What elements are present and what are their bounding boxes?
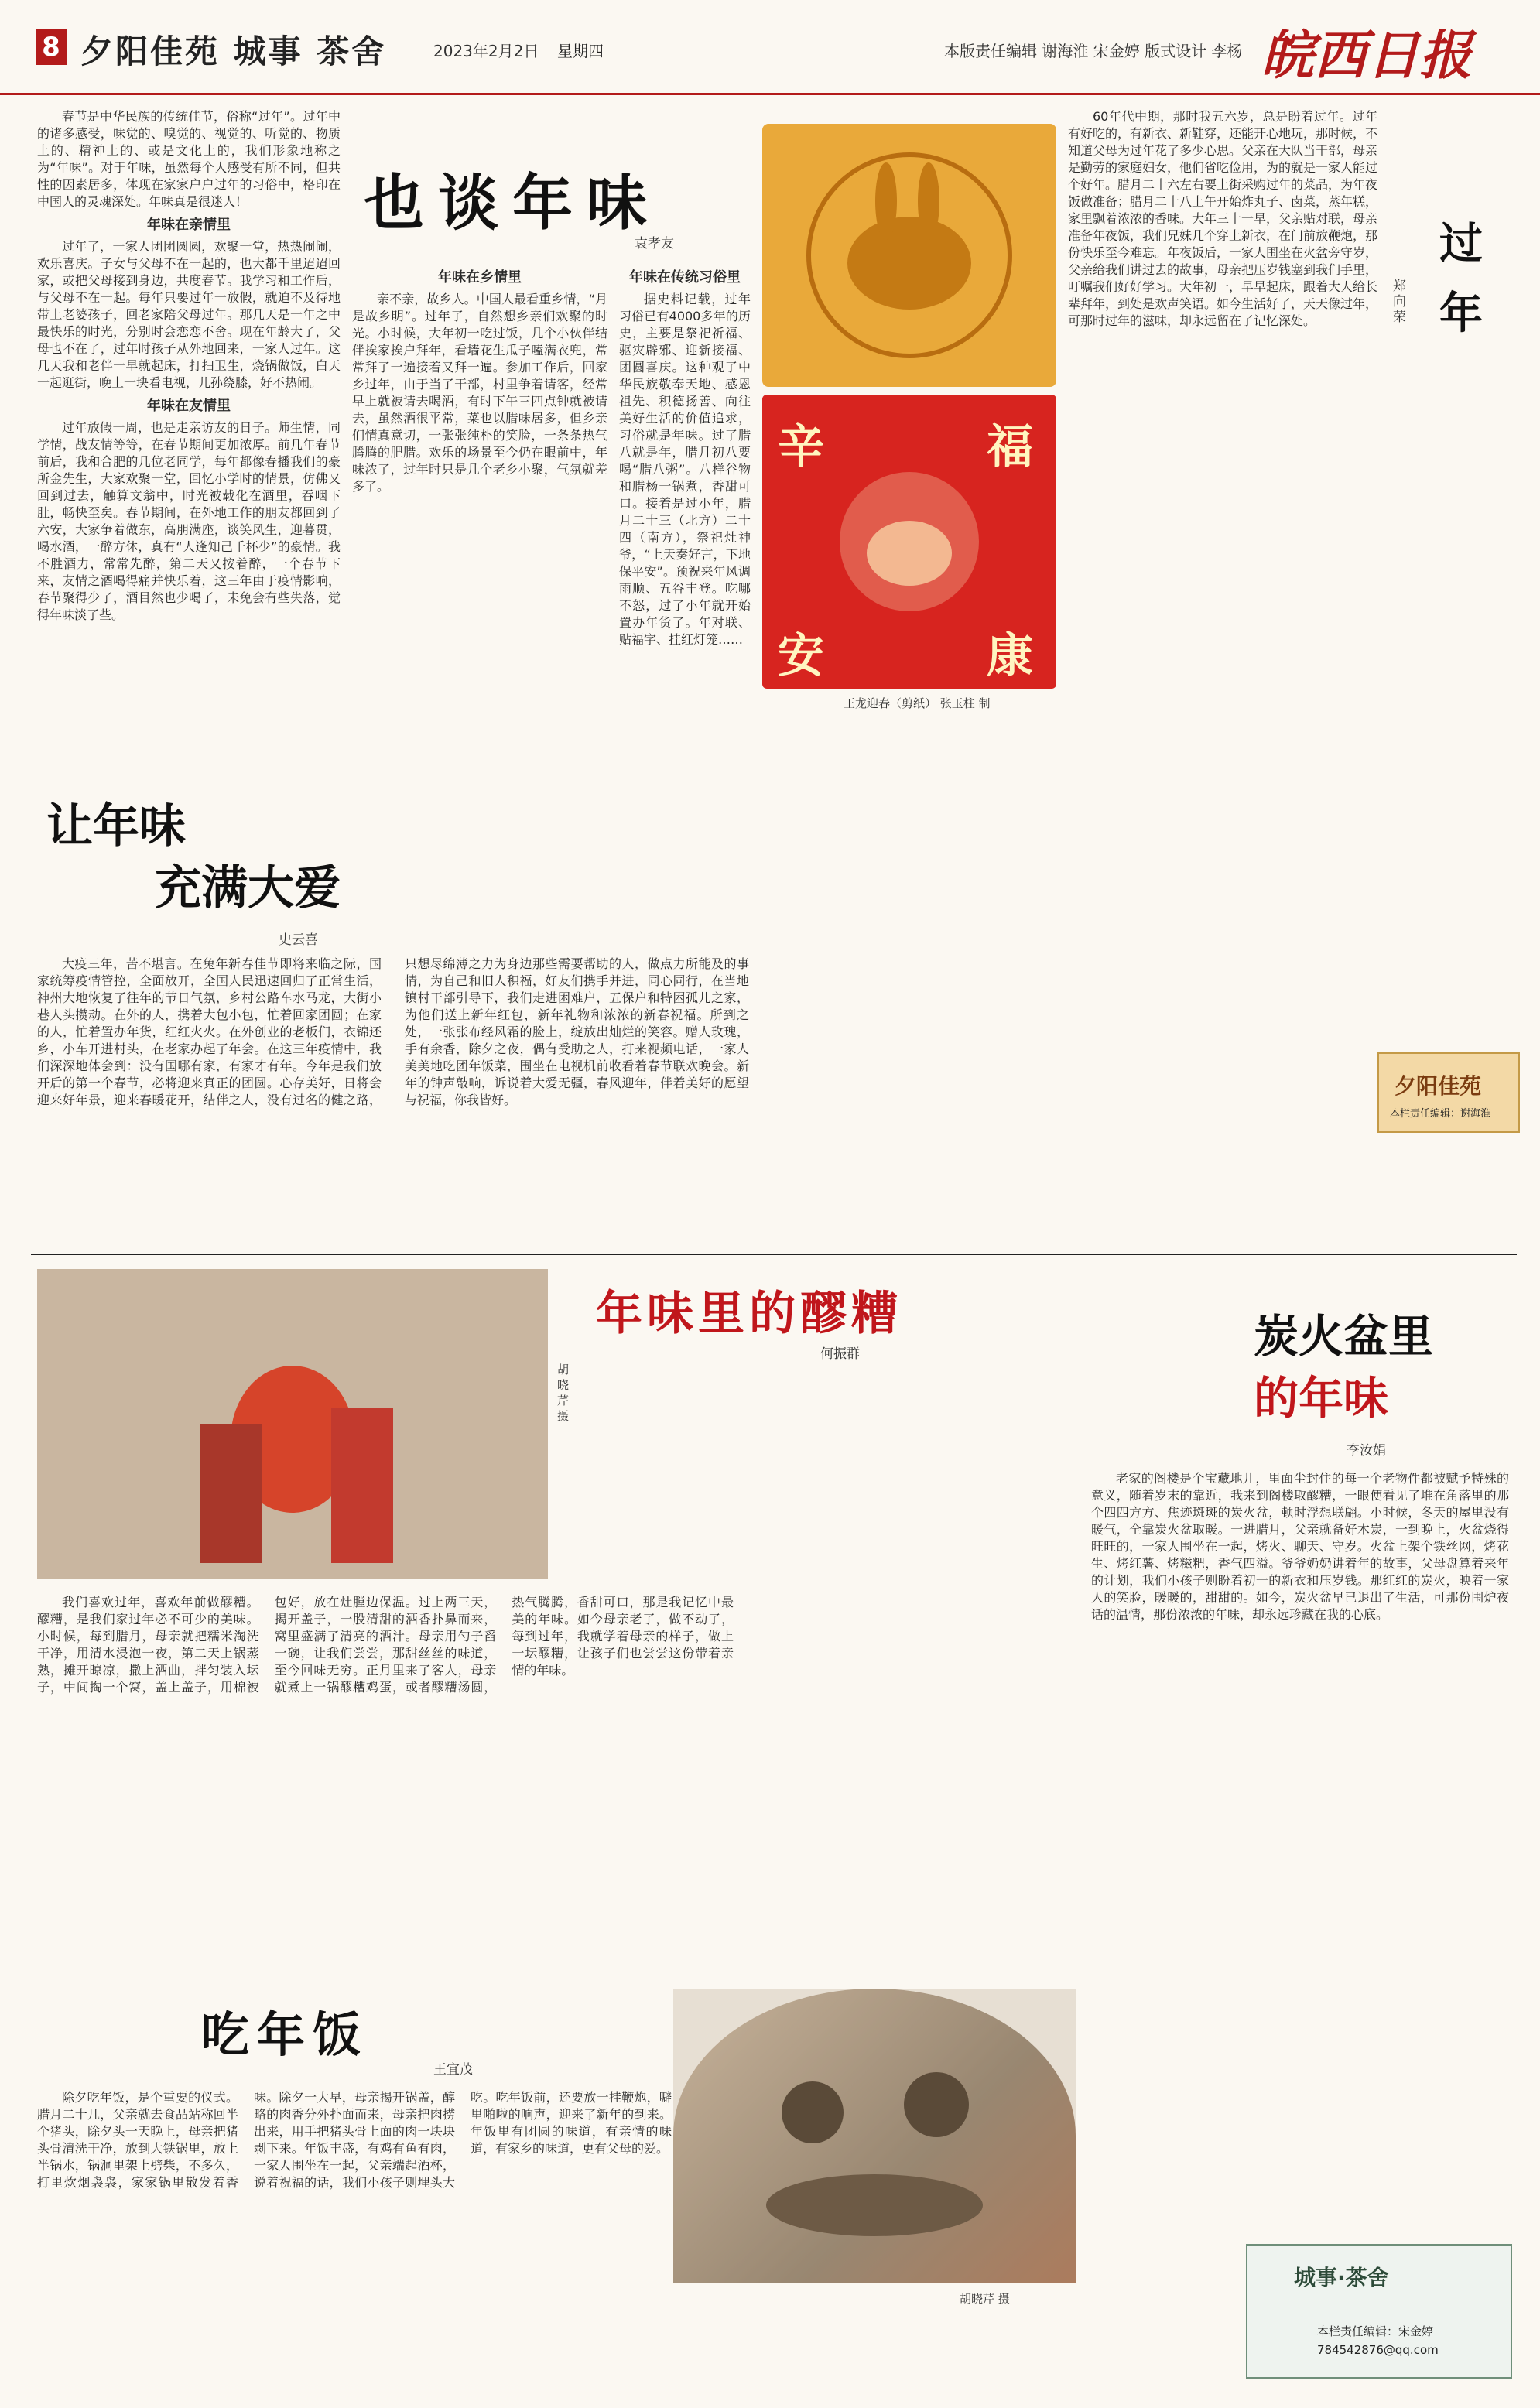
article5-title-line2: 的年味 bbox=[1254, 1372, 1389, 1425]
column-box2-email: 784542876@qq.com bbox=[1317, 2343, 1439, 2357]
papercut-char-1: 辛 bbox=[778, 420, 824, 474]
article1-column-mid bbox=[352, 263, 607, 774]
section-divider-1 bbox=[31, 1254, 1517, 1255]
column-box-sunset bbox=[1377, 1052, 1520, 1133]
article1-title: 也谈年味 bbox=[364, 168, 662, 238]
article5-text: 老家的阁楼是个宝藏地儿，里面尘封住的每一个老物件都被赋予特殊的意义，随着岁末的靠近，我来到阁楼取醪糟，一眼便看见了堆在角落里的那个四四方方、焦迹斑斑的炭火盆，顿时浮想联翩。小时候，冬天的屋里没有暖气，全靠炭火盆取暖。一进腊月，父亲就备好木炭，一到晚上，火盆烧得旺旺的，一家人围坐在一起，烤火、聊天、守岁。火盆上架个铁丝网，烤花生、烤红薯、烤糍粑，香气四溢。爷爷奶奶讲着年的故事，父母盘算着来年的计划，我们小孩子则盼着初一的新衣和压岁钱。那红红的炭火，映着一家人的笑脸，暖暖的，甜甜的。如今，炭火盆早已退出了生活，可那份围炉夜话的温情，那份浓浓的年味，却永远珍藏在我的心底。 bbox=[1091, 1471, 1509, 1622]
masthead bbox=[0, 0, 1540, 95]
article1-heading-2: 年味在友情里 bbox=[147, 398, 231, 414]
article6-photo bbox=[673, 1989, 1076, 2283]
article3-title: 过年 bbox=[1439, 218, 1483, 339]
papercut-char-2: 福 bbox=[987, 420, 1033, 474]
article1-column-right bbox=[619, 263, 751, 774]
column-box2-editor: 本栏责任编辑：宋金婷 bbox=[1317, 2324, 1434, 2338]
section-title: 夕阳佳苑 城事 茶舍 bbox=[80, 32, 387, 70]
article1-tail bbox=[762, 716, 1056, 774]
papercut-rabbit-image bbox=[762, 124, 1056, 387]
article1-text-3: 亲不亲，故乡人。中国人最看重乡情，“月是故乡明”。过年了，自然想乡亲们欢聚的时光。小时候，大年初一吃过饭，几个小伙伴结伴挨家挨户拜年，看墙花生瓜子嗑满衣兜，常常拜了一遍接着又拜一遍。参加工作后，回家乡过年，由于当了干部，村里争着请客，经常早上就被请去喝酒，有时下午三四点钟就被请去，虽然酒很平常，菜也以腊味居多，但乡亲们情真意切，一张张纯朴的笑脸，一条条热气腾腾的肥腊。欢乐的场景至今仍在眼前中，年味浓了，过年时只是几个老乡小聚，气氛就差多了。 bbox=[352, 292, 607, 494]
cooking-family-icon bbox=[673, 1989, 1076, 2283]
article5-title-line1: 炭火盆里 bbox=[1254, 1310, 1434, 1363]
papercut-char-3: 安 bbox=[778, 629, 824, 683]
article5-author: 李汝娟 bbox=[1347, 1443, 1386, 1459]
article4-photo bbox=[37, 1269, 548, 1579]
article6-title: 吃年饭 bbox=[201, 2006, 369, 2063]
article4-author: 何振群 bbox=[820, 1346, 860, 1362]
article5-body bbox=[1091, 1470, 1509, 2213]
page-number: 8 bbox=[36, 29, 67, 65]
issue-date: 2023年2月2日 bbox=[433, 42, 539, 60]
article4-title: 年味里的醪糟 bbox=[596, 1287, 902, 1341]
article1-column-left bbox=[37, 108, 341, 774]
issue-weekday: 星期四 bbox=[557, 42, 604, 60]
article2-title-line2: 充满大爱 bbox=[155, 861, 341, 915]
article2-author: 史云喜 bbox=[279, 932, 318, 948]
article4-body bbox=[37, 1594, 734, 1981]
article6-body-bottom bbox=[673, 2314, 1091, 2383]
article6-body bbox=[37, 2089, 672, 2383]
article1-heading-3: 年味在乡情里 bbox=[438, 269, 522, 286]
article6-text: 除夕吃年饭，是个重要的仪式。腊月二十几，父亲就去食品站称回半个猪头，除夕头一天晚上，母亲把猪头骨清洗干净，放到大铁锅里，放上半锅水，锅洞里架上劈柴，不多久，打里炊烟袅袅，家家锅里散发着香味。除夕一大早，母亲揭开锅盖，醇略的肉香分外扑面而来，母亲把肉捞出来，用手把猪头骨上面的肉一块块剥下来。年饭丰盛，有鸡有鱼有肉，一家人围坐在一起，父亲端起酒杯，说着祝福的话，我们小孩子则埋头大吃。吃年饭前，还要放一挂鞭炮，噼里啪啦的响声，迎来了新年的到来。年饭里有团圆的味道，有亲情的味道，有家乡的味道，更有父母的爱。 bbox=[37, 2090, 672, 2190]
column-box-editor: 本栏责任编辑：谢海淮 bbox=[1390, 1108, 1491, 1120]
papercut-red-image bbox=[762, 395, 1056, 689]
article1-text-1: 过年了，一家人团团圆圆，欢聚一堂，热热闹闹，欢乐喜庆。子女与父母不在一起的，也大都千里迢迢回家，或把父母接到身边，共度春节。我学习和工作后，与父母不在一起。每年只要过年一放假，就迫不及待地带上老婆孩子，回老家陪父母过年。那几天是一年之中最快乐的时光，分别时会恋恋不舍。现在年龄大了，父母也不在了，过年时孩子从外地回来，一家人过年。这几天我和老伴一早就起床，打扫卫生，烧锅做饭，白天一起逛街，晚上一块看电视，儿孙绕膝，好不热闹。 bbox=[37, 239, 341, 390]
article1-heading-1: 年味在亲情里 bbox=[147, 217, 231, 233]
column-box-city-tea bbox=[1246, 2244, 1512, 2379]
article6-author: 王宜茂 bbox=[433, 2062, 473, 2078]
article4-text: 我们喜欢过年，喜欢年前做醪糟。醪糟，是我们家过年必不可少的美味。小时候，每到腊月，母亲就把糯米淘洗干净，用清水浸泡一夜，第二天上锅蒸熟，摊开晾凉，撒上酒曲，拌匀装入坛子，中间掏一个窝，盖上盖子，用棉被包好，放在灶膛边保温。过上两三天，揭开盖子，一股清甜的酒香扑鼻而来，窝里盛满了清亮的酒汁。母亲用勺子舀一碗，让我们尝尝，那甜丝丝的味道，至今回味无穷。正月里来了客人，母亲就煮上一锅醪糟鸡蛋，或者醪糟汤圆，热气腾腾，香甜可口，那是我记忆中最美的年味。如今母亲老了，做不动了，每到过年，我就学着母亲的样子，做上一坛醪糟，让孩子们也尝尝这份带着亲情的年味。 bbox=[37, 1595, 734, 1695]
article2-text: 大疫三年，苦不堪言。在兔年新春佳节即将来临之际，国家统筹疫情管控，全面放开，全国人民迅速回归了正常生活，神州大地恢复了往年的节日气氛，乡村公路车水马龙，大街小巷人头攒动。在外的人，携着大包小包，忙着回家团圆；在家的人，忙着置办年货，红红火火。在外创业的老板们，衣锦还乡，小车开进村头，在老家办起了年会。在这三年疫情中，我们深深地体会到：没有国哪有家，有家才有年。今年是我们放开后的第一个春节，必将迎来真正的团圆。心存美好，日将会迎来好年景，迎来春暖花开，结伴之人，没有过名的健之路，只想尽绵薄之力为身边那些需要帮助的人，做点力所能及的事情，为自己和旧人积福，好友们携手并进，同心同行，在当地镇村干部引导下，我们走进困难户，五保户和特困孤儿之家，为他们送上新年红包，新年礼物和浓浓的新春祝福。所到之处，一张张布经风霜的脸上，绽放出灿烂的笑容。赠人玫瑰，手有余香，除夕之夜，偶有受助之人，打来视频电话，一家人美美地吃团年饭菜，围坐在电视机前收看着春节联欢晚会。新年的钟声敲响，诉说着大爱无疆，春风迎年，伴着美好的愿望与祝福，你我皆好。 bbox=[37, 956, 749, 1107]
papercut-caption: 王龙迎春（剪纸） 张玉柱 制 bbox=[844, 696, 991, 710]
column-box2-title: 城事·茶舍 bbox=[1294, 2265, 1389, 2290]
papercut-rabbit-icon bbox=[762, 124, 1056, 387]
article2-title-line1: 让年味 bbox=[46, 799, 186, 853]
page-editors: 本版责任编辑 谢海淮 宋金婷 版式设计 李杨 bbox=[944, 42, 1243, 60]
children-lantern-icon bbox=[37, 1269, 548, 1579]
article3-text: 60年代中期，那时我五六岁，总是盼着过年。过年有好吃的，有新衣、新鞋穿，还能开心地玩，那时候，不知道父母为过年花了多少心思。父亲在大队当干部，母亲是勤劳的家庭妇女，他们省吃俭用，为的就是一家人能过个好年。腊月二十六左右要上街采购过年的菜品，为年夜饭做准备；腊月二十八上午开始炸丸子、卤菜，蒸年糕，家里飘着浓浓的香味。大年三十一早，父亲贴对联，母亲准备年夜饭，我们兄妹几个穿上新衣，在门前放鞭炮，那份快乐至今难忘。年夜饭后，一家人围坐在火盆旁守岁，父亲给我们讲过去的故事，母亲把压岁钱塞到我们手里，叮嘱我们好好学习。大年初一，早早起床，跟着大人给长辈拜年，到处是欢声笑语。如今生活好了，天天像过年，可那时过年的滋味，却永远留在了记忆深处。 bbox=[1068, 109, 1377, 328]
papercut-char-4: 康 bbox=[987, 629, 1033, 683]
newspaper-logo: 皖西日报 bbox=[1261, 25, 1473, 87]
article1-heading-4: 年味在传统习俗里 bbox=[629, 269, 741, 286]
article4-photo-caption: 胡晓芹 摄 bbox=[557, 1363, 570, 1423]
article1-text-4: 据史料记载，过年习俗已有4000多年的历史，主要是祭祀祈福、驱灾辟邪、迎新接福、团圆喜庆。这种观了中华民族敬奉天地、感恩祖先、积德扬善、向往美好生活的价值追求，习俗就是年味。过了腊八就是年，腊月初八要喝“腊八粥”。八样谷物和腊杨一锅煮，香甜可口。接着是过小年，腊月二十三（北方）二十四（南方），祭祀灶神爷，“上天奏好言，下地保平安”。预祝来年风调雨顺、五谷丰登。吃哪不怒，过了小年就开始置办年货了。年对联、贴福字、挂红灯笼…… bbox=[619, 292, 751, 647]
article3-body bbox=[1068, 108, 1377, 1137]
article2-body bbox=[37, 956, 749, 1250]
article1-intro: 春节是中华民族的传统佳节，俗称“过年”。过年中的诸多感受，味觉的、嗅觉的、视觉的、听觉的、物质上的、精神上的、或是文化上的，我们形象地称之为“年味”。对于年味，虽然每个人感受有所不同，但共性的因素居多，体现在家家户户过年的习俗中，格印在中国人的灵魂深处。年味真是很迷人！ bbox=[37, 109, 341, 209]
papercut-rabbit-red-icon bbox=[832, 464, 987, 619]
article1-text-2: 过年放假一周，也是走亲访友的日子。师生情，同学情，战友情等等，在春节期间更加浓厚。前几年春节前后，我和合肥的几位老同学，每年都像春播我们的豪所金先生，大家欢聚一堂，回忆小学时的情景，仿佛又回到过去，触算文翁中，时光被载化在酒里，吞咽下肚，畅快至矣。春节期间，在外地工作的朋友都回到了六安，大家争着做东，高朋满座，谈笑风生，迎暮贯，喝水酒，一醉方休，真有“人逢知己千杯少”的豪情。我不胜酒力，常常先醉，第二天又按着醉，一个春节下来，友情之酒喝得痛并快乐着，这三年由于疫情影响，春节聚得少了，酒目然也少喝了，未免会有些失落，觉得年味淡了些。 bbox=[37, 420, 341, 622]
article1-author: 袁孝友 bbox=[635, 236, 674, 251]
article6-photo-caption: 胡晓芹 摄 bbox=[960, 2292, 1010, 2306]
article4-body-right bbox=[743, 1377, 1068, 1981]
column-box-title: 夕阳佳苑 bbox=[1395, 1073, 1482, 1099]
article3-author: 郑向荣 bbox=[1393, 279, 1406, 325]
